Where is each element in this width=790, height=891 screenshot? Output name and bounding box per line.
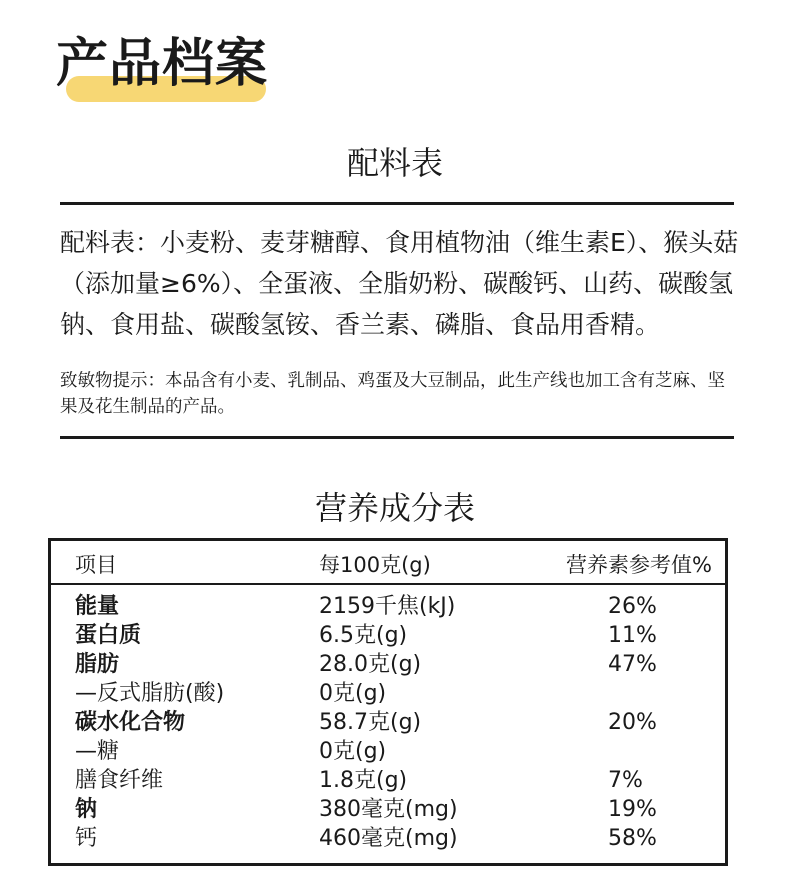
ingredients-text: 配料表：小麦粉、麦芽糖醇、食用植物油（维生素E）、猴头菇（添加量≥6%）、全蛋液、全脂奶粉、碳酸钙、山药、碳酸氢钠、食用盐、碳酸氢铵、香兰素、磷脂、食品用香精。 bbox=[60, 228, 739, 339]
row-item: 碳水化合物 bbox=[75, 710, 186, 735]
row-value: 2159千焦(kJ) bbox=[319, 594, 456, 619]
table-row bbox=[51, 766, 725, 795]
row-value: 0克(g) bbox=[319, 681, 387, 706]
row-nrv: 7% bbox=[608, 768, 643, 793]
allergen-notice: 致敏物提示：本品含有小麦、乳制品、鸡蛋及大豆制品，此生产线也加工含有芝麻、坚果及花生制品的产品。 bbox=[60, 371, 725, 417]
table-row bbox=[51, 650, 725, 679]
row-item: 脂肪 bbox=[75, 652, 120, 677]
row-item: 蛋白质 bbox=[75, 623, 142, 648]
header-item: 项目 bbox=[75, 553, 117, 577]
ingredients-top-rule bbox=[60, 202, 734, 205]
row-item: 钙 bbox=[75, 826, 98, 851]
row-value: 6.5克(g) bbox=[319, 623, 408, 648]
table-row bbox=[51, 795, 725, 824]
row-nrv: 11% bbox=[608, 623, 657, 648]
table-row bbox=[51, 737, 725, 766]
row-item: 钠 bbox=[75, 797, 98, 822]
ingredients-title: 配料表 bbox=[346, 144, 443, 182]
header-nrv: 营养素参考值% bbox=[566, 553, 712, 577]
table-row bbox=[51, 708, 725, 737]
row-value: 380毫克(mg) bbox=[319, 797, 458, 822]
row-nrv: 26% bbox=[608, 594, 657, 619]
row-value: 28.0克(g) bbox=[319, 652, 422, 677]
row-nrv: 19% bbox=[608, 797, 657, 822]
nutrition-table-header bbox=[51, 541, 725, 585]
table-row bbox=[51, 824, 725, 853]
row-nrv: 58% bbox=[608, 826, 657, 851]
row-item: 能量 bbox=[75, 594, 120, 619]
table-row bbox=[51, 621, 725, 650]
ingredients-bottom-rule bbox=[60, 436, 734, 439]
table-row bbox=[51, 679, 725, 708]
row-value: 460毫克(mg) bbox=[319, 826, 458, 851]
page-title: 产品档案 bbox=[56, 34, 269, 94]
header-per100g: 每100克(g) bbox=[319, 553, 431, 577]
table-row bbox=[51, 592, 725, 621]
row-item: —糖 bbox=[75, 739, 120, 764]
row-value: 58.7克(g) bbox=[319, 710, 422, 735]
row-item: 膳食纤维 bbox=[75, 768, 164, 793]
page-header bbox=[56, 28, 268, 100]
row-item: —反式脂肪(酸) bbox=[75, 681, 225, 706]
nutrition-title: 营养成分表 bbox=[314, 489, 475, 527]
row-nrv: 20% bbox=[608, 710, 657, 735]
nutrition-table bbox=[48, 538, 728, 866]
row-nrv: 47% bbox=[608, 652, 657, 677]
row-value: 0克(g) bbox=[319, 739, 387, 764]
row-value: 1.8克(g) bbox=[319, 768, 408, 793]
